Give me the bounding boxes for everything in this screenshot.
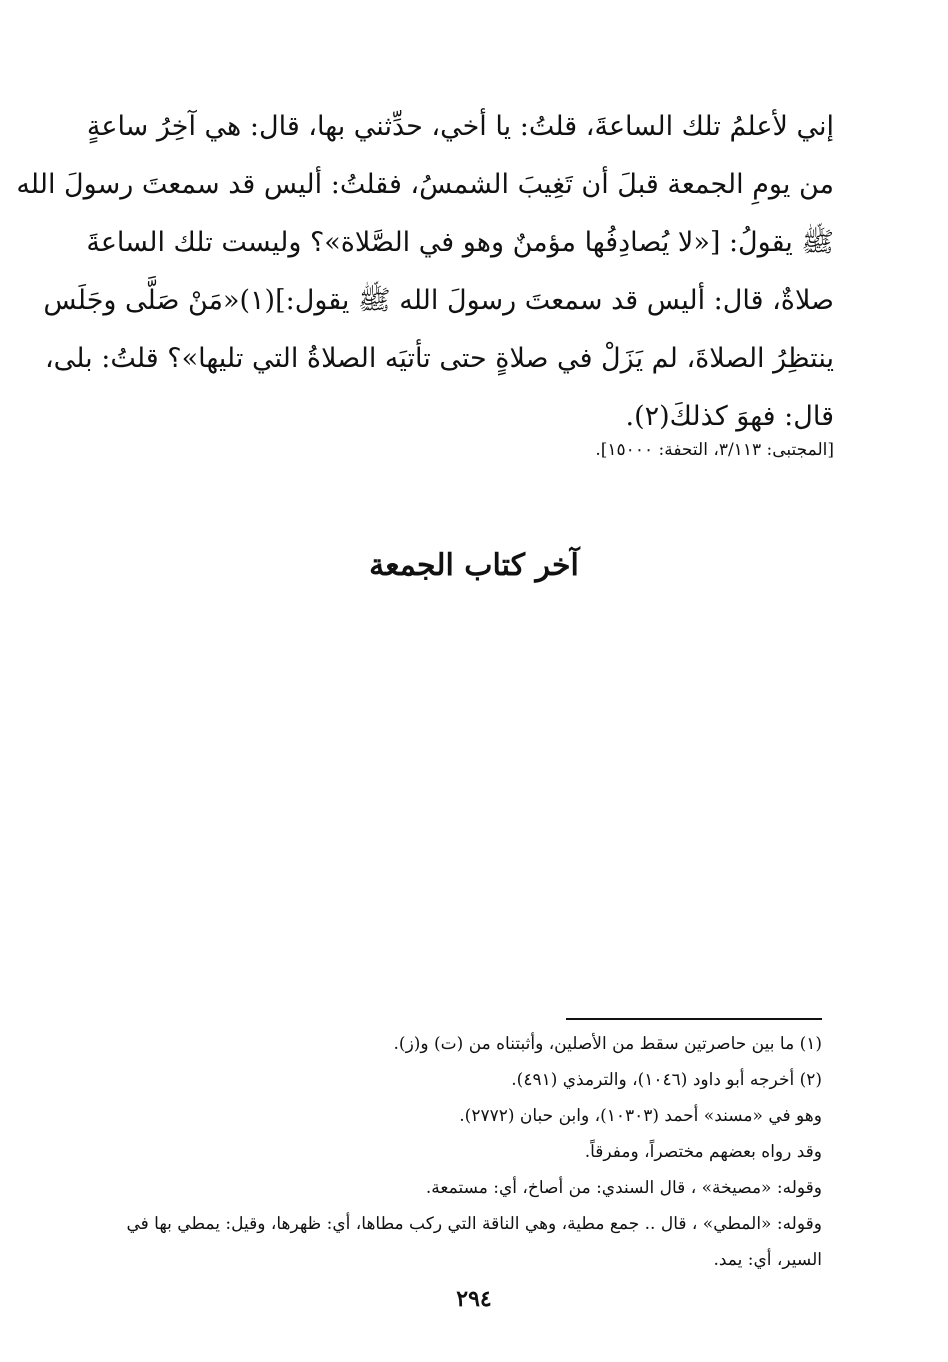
- footnote-divider: [566, 1018, 822, 1020]
- text-line-3: ﷺ يقولُ: [«لا يُصادِفُها مؤمنٌ وهو في الصَّلاة»؟ وليست تلك الساعةَ: [86, 227, 834, 258]
- footnote-line-3: وهو في «مسند» أحمد (١٠٣٠٣)، وابن حبان (٢٧٧٢).: [459, 1106, 822, 1126]
- footnote-line-4: وقد رواه بعضهم مختصراً، ومفرقاً.: [584, 1142, 822, 1162]
- main-text: [16, 98, 834, 446]
- text-line-6: قال: فهوَ كذلكَ(٢).: [625, 401, 834, 432]
- text-line-5: ينتظِرُ الصلاةَ، لم يَزَلْ في صلاةٍ حتى تأتيَه الصلاةُ التي تليها»؟ قلتُ: بلى،: [44, 343, 834, 374]
- hadith-reference: [المجتبى: ٣/١١٣، التحفة: ١٥٠٠٠].: [595, 440, 834, 460]
- footnote-line-5: وقوله: «مصيخة» ، قال السندي: من أصاخ، أي: مستمعة.: [425, 1178, 822, 1198]
- footnote-line-2: (٢) أخرجه أبو داود (١٠٤٦)، والترمذي (٤٩١).: [511, 1070, 822, 1090]
- book-end-title: آخر كتاب الجمعة: [369, 548, 579, 583]
- text-line-2: من يومِ الجمعة قبلَ أن تَغِيبَ الشمسُ، فقلتُ: أليس قد سمعتَ رسولَ الله: [16, 169, 834, 200]
- footnote-line-1: (١) ما بين حاصرتين سقط من الأصلين، وأثبتناه من (ت) و(ز).: [393, 1034, 822, 1054]
- footnote-line-6: وقوله: «المطي» ، قال .. جمع مطية، وهي الناقة التي ركب مطاها، أي: ظهرها، وقيل: يمطي بها في: [126, 1214, 822, 1234]
- footnotes: [104, 1026, 822, 1278]
- footnote-line-7: السير، أي: يمد.: [713, 1250, 822, 1270]
- text-line-1: إني لأعلمُ تلك الساعةَ، قلتُ: يا أخي، حدِّثني بها، قال: هي آخِرُ ساعةٍ: [86, 111, 834, 142]
- page-number: ٢٩٤: [456, 1286, 492, 1312]
- text-line-4: صلاةٌ، قال: أليس قد سمعتَ رسولَ الله ﷺ يقول:](١)«مَنْ صَلَّى وجَلَس: [43, 285, 834, 316]
